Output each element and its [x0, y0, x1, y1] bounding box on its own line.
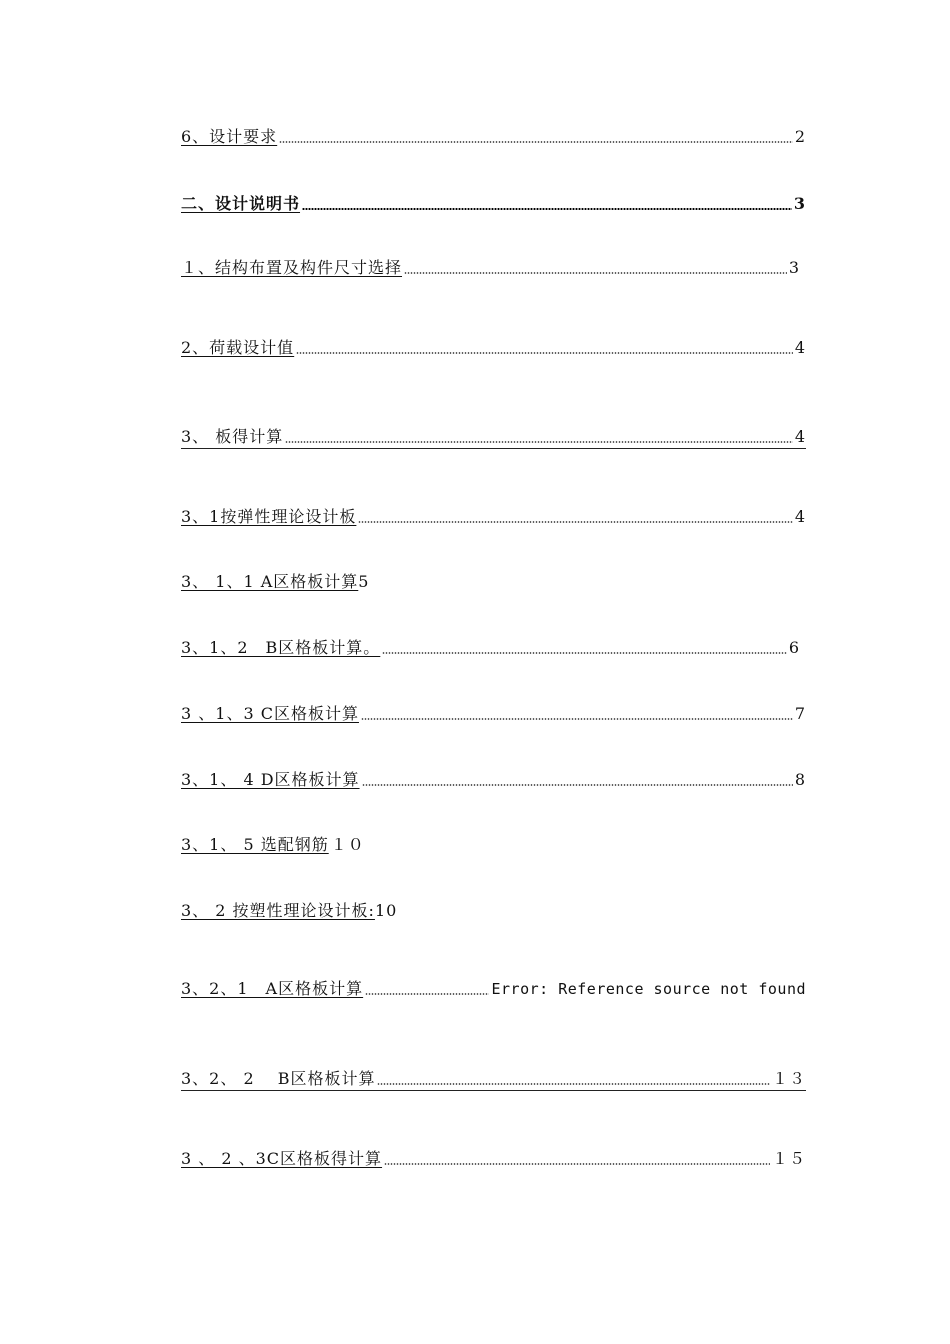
toc-entry-page: １３ — [771, 1069, 806, 1088]
dot-leader — [365, 993, 489, 995]
toc-entry-page: 4 — [794, 427, 806, 446]
dot-leader — [296, 352, 793, 354]
dot-leader — [279, 141, 793, 143]
toc-entry-elastic-zone-a[interactable] — [181, 572, 369, 592]
toc-entry-elastic-zone-c[interactable] — [181, 704, 806, 724]
toc-entry-page: 3 — [793, 194, 806, 213]
toc-entry-label: 3 、 2 、3C区格板得计算 — [181, 1149, 383, 1168]
toc-entry-elastic-design[interactable] — [181, 507, 806, 527]
toc-entry-rebar-selection[interactable] — [181, 835, 365, 855]
toc-entry-elastic-zone-b[interactable] — [181, 638, 806, 658]
toc-entry-label: 3、1、 5 选配钢筋 — [181, 835, 329, 854]
toc-entry-label: 3 、1、3 C区格板计算 — [181, 704, 359, 723]
toc-entry-label: 3、 1、1 A区格板计算 — [181, 572, 359, 591]
dot-leader — [382, 652, 787, 654]
toc-entry-label: １、结构布置及构件尺寸选择 — [181, 258, 403, 277]
dot-leader — [361, 718, 793, 720]
toc-entry-label: 3、2、1 A区格板计算 — [181, 979, 364, 998]
toc-entry-page: 7 — [794, 704, 806, 723]
dot-leader — [377, 1083, 770, 1085]
toc-entry-page: 4 — [794, 507, 806, 526]
toc-entry-page: 6 — [788, 638, 800, 657]
toc-entry-plastic-design[interactable] — [181, 901, 397, 921]
toc-entry-load-design-value[interactable] — [181, 338, 806, 358]
dot-leader — [404, 272, 787, 274]
dot-leader — [285, 441, 793, 443]
toc-entry-page: 10 — [374, 901, 398, 920]
toc-entry-label: 3、1、2 B区格板计算。 — [181, 638, 381, 657]
dot-leader — [362, 784, 793, 786]
toc-entry-page: 5 — [358, 572, 370, 591]
dot-leader — [384, 1163, 770, 1165]
reference-error-text: Error: Reference source not found — [491, 980, 806, 998]
dot-leader — [302, 208, 792, 210]
toc-entry-page: 3 — [788, 258, 800, 277]
toc-entry-label: 3、2、 2 B区格板计算 — [181, 1069, 376, 1088]
dot-leader — [358, 521, 792, 523]
toc-entry-label: 3、 2 按塑性理论设计板: — [181, 901, 375, 920]
toc-entry-label: 6、设计要求 — [181, 127, 278, 146]
toc-entry-structural-layout[interactable] — [181, 258, 806, 278]
toc-entry-page: 2 — [794, 127, 806, 146]
toc-entry-label: 3、1、 4 D区格板计算 — [181, 770, 360, 789]
toc-entry-label: 3、1按弹性理论设计板 — [181, 507, 357, 526]
toc-entry-label: 3、 板得计算 — [181, 427, 284, 446]
toc-entry-label: 二、设计说明书 — [181, 194, 301, 213]
toc-entry-plastic-zone-a[interactable] — [181, 979, 806, 999]
toc-entry-design-specification[interactable] — [181, 194, 806, 214]
toc-entry-slab-calculation[interactable] — [181, 427, 806, 449]
toc-entry-plastic-zone-b[interactable] — [181, 1069, 806, 1091]
toc-entry-elastic-zone-d[interactable] — [181, 770, 806, 790]
toc-entry-page: １０ — [330, 835, 365, 854]
toc-entry-page: 4 — [794, 338, 806, 357]
toc-entry-page: １５ — [771, 1149, 806, 1168]
toc-entry-label: 2、荷载设计值 — [181, 338, 295, 357]
toc-entry-design-requirements[interactable] — [181, 127, 806, 147]
toc-entry-page: 8 — [794, 770, 806, 789]
toc-entry-plastic-zone-c[interactable] — [181, 1149, 806, 1169]
